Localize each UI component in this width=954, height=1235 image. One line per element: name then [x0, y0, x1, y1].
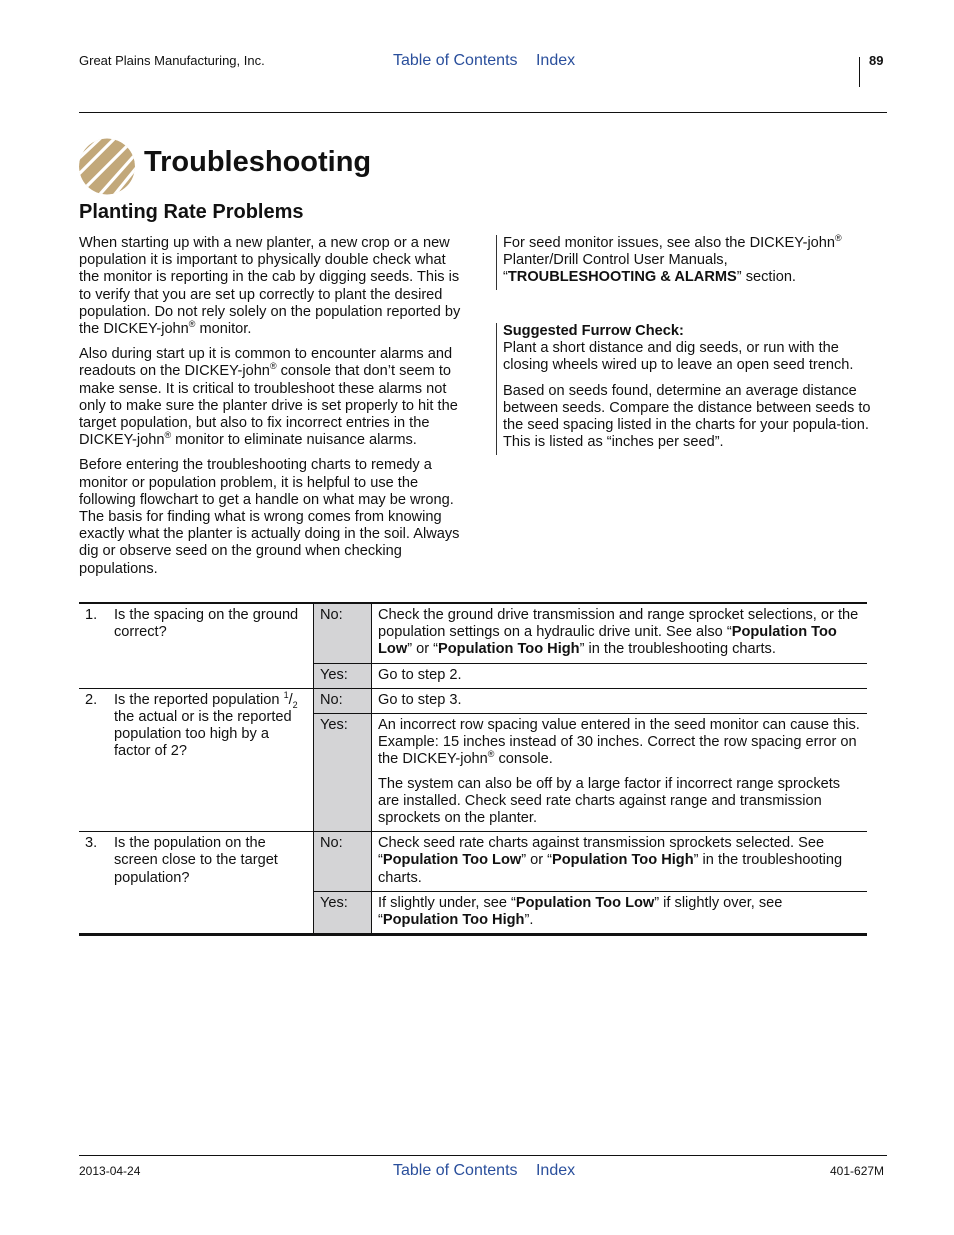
result-text: Go to step 2.: [372, 663, 868, 688]
header-company: Great Plains Manufacturing, Inc.: [79, 53, 265, 68]
step-number: 2.: [79, 688, 108, 831]
intro-column: [79, 235, 469, 586]
answer-no: No:: [314, 832, 372, 892]
footer-nav: [393, 1162, 589, 1180]
result-text: Go to step 3.: [372, 688, 868, 713]
great-plains-logo-icon: [79, 138, 135, 195]
answer-yes: Yes:: [314, 891, 372, 934]
section-title: Planting Rate Problems: [79, 201, 304, 223]
table-row: [79, 832, 867, 892]
footer-date: 2013-04-24: [79, 1164, 141, 1178]
furrow-check-box: [496, 323, 883, 455]
flowchart-table: [79, 602, 867, 936]
step-question: Is the spacing on the ground correct?: [108, 603, 314, 688]
table-row: [79, 603, 867, 663]
answer-no: No:: [314, 603, 372, 663]
furrow-check-paragraph-2: Based on seeds found, determine an average distance between seeds. Compare the distance between seeds to the seed spacing listed in the charts for your popula-tion. This is listed as “inches per seed”.: [503, 382, 871, 451]
step-question: Is the population on the screen close to the target population?: [108, 832, 314, 935]
page-number: 89: [869, 53, 884, 68]
result-text: Check the ground drive transmission and range sprocket selections, or the population settings on a hydraulic drive unit. See also “Population Too Low” or “Population Too High” in the troubleshooting charts.: [372, 603, 868, 663]
result-text: Check seed rate charts against transmission sprockets selected. See “Population Too Low” or “Population Too High” in the troubleshooting charts.: [372, 832, 868, 892]
table-row: [79, 688, 867, 713]
answer-no: No:: [314, 688, 372, 713]
step-number: 1.: [79, 603, 108, 688]
seed-monitor-note: For seed monitor issues, see also the DICKEY-john® Planter/Drill Control User Manuals, “TROUBLESHOOTING & ALARMS” section.: [496, 235, 881, 290]
header-index-link[interactable]: Index: [535, 52, 576, 69]
intro-paragraph-1: When starting up with a new planter, a new crop or a new population it is important to physically double check what the monitor is reporting in the cab by digging seeds. This is to verify that you are set up correctly to plant the desired population. Do not rely solely on the population reported by the DICKEY-john® monitor.: [79, 235, 461, 338]
page-title: Troubleshooting: [144, 146, 372, 178]
answer-yes: Yes:: [314, 714, 372, 832]
footer-toc-link[interactable]: Table of Contents: [393, 1162, 518, 1179]
intro-paragraph-2: Also during start up it is common to encounter alarms and readouts on the DICKEY-john® console that don’t seem to make sense. It is critical to troubleshoot these alarms not only to make sure the planter drive is set properly to hit the target population, but also to fix incorrect entries in the DICKEY-john® monitor to eliminate nuisance alarms.: [79, 346, 458, 449]
furrow-check-heading: Suggested Furrow Check:: [503, 323, 684, 339]
footer-doc-number: 401-627M: [830, 1164, 885, 1178]
step-number: 3.: [85, 835, 98, 852]
furrow-check-paragraph-1: Plant a short distance and dig seeds, or run with the closing wheels wired up to leave an open seed trench.: [503, 340, 854, 374]
page-number-divider: [859, 57, 860, 87]
header-nav: [393, 52, 589, 70]
footer-rule: [79, 1155, 887, 1156]
footer-index-link[interactable]: Index: [535, 1162, 576, 1179]
header-toc-link[interactable]: Table of Contents: [393, 52, 518, 69]
answer-yes: Yes:: [314, 663, 372, 688]
result-text: If slightly under, see “Population Too Low” if slightly over, see “Population Too High”.: [378, 894, 783, 929]
header-rule: [79, 112, 887, 113]
intro-paragraph-3: Before entering the troubleshooting charts to remedy a monitor or population problem, it is helpful to use the following flowchart to get a handle on what may be wrong. The basis for finding what is wrong comes from knowing exactly what the planter is actually doing in the soil. Always dig or observe seed on the ground when checking populations.: [79, 457, 460, 577]
step-question: Is the reported population $^1/_2$ the actual or is the reported population too high by a factor of 2?: [108, 688, 314, 831]
result-text: An incorrect row spacing value entered in the seed monitor can cause this. Example: 15 inches instead of 30 inches. Correct the row spacing error on the DICKEY-john® console. The system can also be off by a large factor if incorrect range sprockets are installed. Check seed rate charts against range and transmission sprockets on the planter.: [372, 714, 868, 832]
